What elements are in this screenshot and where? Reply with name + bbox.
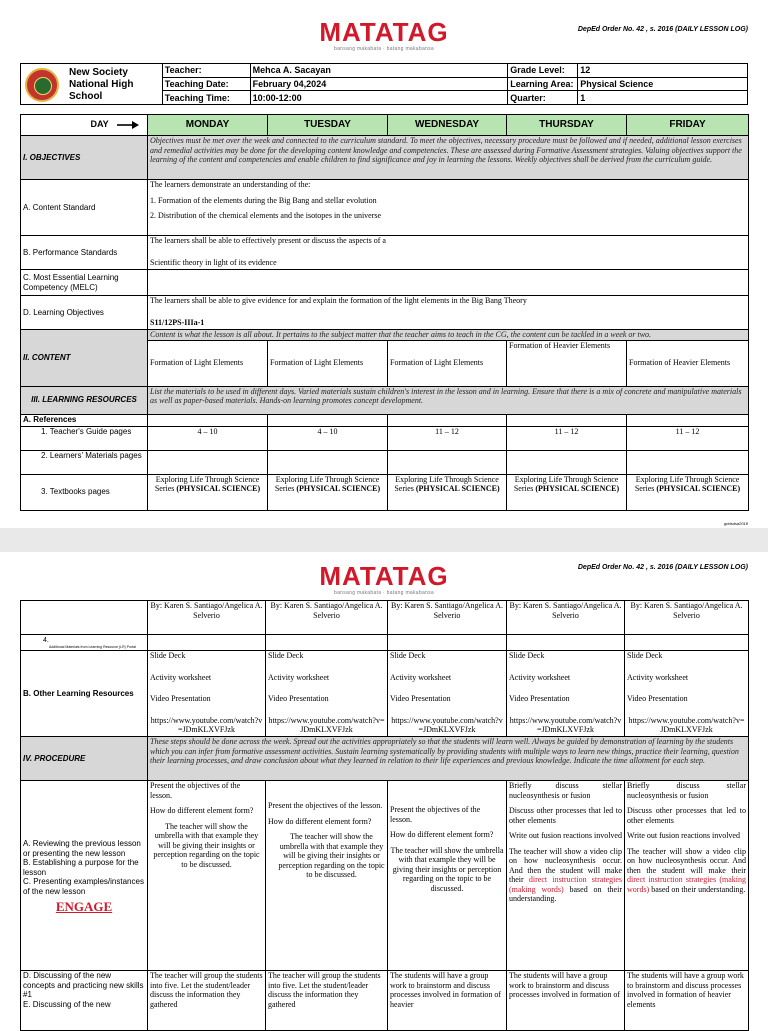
discuss-label-cell (21, 971, 148, 1031)
author-tue: By: Karen S. Santiago/Angelica A. Selverio (266, 601, 388, 635)
day-label-cell (21, 115, 148, 136)
school-cell (21, 64, 163, 105)
other-res-tue: Slide Deck Activity worksheet Video Presentation https://www.youtube.com/watch?v=JDmKLXVFJzk (266, 651, 388, 737)
author-fri: By: Karen S. Santiago/Angelica A. Selverio (625, 601, 749, 635)
objectives-title: I. OBJECTIVES (21, 136, 148, 180)
lr-portal-label: Additional Materials from Learning Resource (LR) Portal (49, 645, 136, 649)
engage-step-c: C. Presenting examples/instances of the new lesson (23, 877, 144, 896)
melc-label: C. Most Essential Learning Competency (MELC) (21, 270, 148, 296)
resources-title: III. LEARNING RESOURCES (21, 386, 148, 414)
lesson-log-page-2 (0, 552, 768, 1024)
learning-objectives-cell (148, 296, 749, 330)
engage-tue: Present the objectives of the lesson. How do different element form? The teacher will show the umbrella with that example they will be giving their insights or perception regarding on the topic to be discussed. (266, 781, 388, 971)
day-wednesday: WEDNESDAY (388, 115, 507, 136)
school-name: New Society National High School (69, 67, 134, 102)
engage-label-cell (21, 781, 148, 971)
engage-thu: Briefly discuss stellar nucleosynthesis or fusion Discuss other processes that led to other elements Write out fusion reactions involved The teacher will show a video clip on how nucleosynthesis occur. And then the student will make their direct instruction strategies (making words) based on their understanding. (507, 781, 625, 971)
other-resources-label: B. Other Learning Resources (21, 651, 148, 737)
engage-wed: Present the objectives of the lesson. How do different element form? The teacher will show the umbrella with that example they will be giving their insights or perception regarding on the topic to be discussed. (388, 781, 507, 971)
content-standard-line: 1. Formation of the elements during the Big Bang and stellar evolution (150, 195, 377, 205)
logo-word: MATATAG (319, 17, 449, 47)
content-standard-line: The learners demonstrate an understanding of the: (150, 180, 311, 189)
content-cell-wed: Formation of Light Elements (388, 340, 507, 386)
grade-value: 12 (578, 64, 748, 78)
logo-tagline: bansang makabata · batang makabansa (333, 590, 434, 596)
other-res-mon: Slide Deck Activity worksheet Video Presentation https://www.youtube.com/watch?v=JDmKLXVFJzk (148, 651, 266, 737)
content-cell-fri: Formation of Heavier Elements (627, 340, 749, 386)
author-wed: By: Karen S. Santiago/Angelica A. Selverio (388, 601, 507, 635)
day-monday: MONDAY (148, 115, 268, 136)
header-table (20, 63, 748, 105)
quarter-label: Quarter: (508, 91, 578, 105)
other-res-wed: Slide Deck Activity worksheet Video Presentation https://www.youtube.com/watch?v=JDmKLXVFJzk (388, 651, 507, 737)
author-thu: By: Karen S. Santiago/Angelica A. Selverio (507, 601, 625, 635)
performance-line: The learners shall be able to effectively present or discuss the aspects of a (150, 236, 386, 245)
deped-order-ref: DepEd Order No. 42 , s. 2016 (DAILY LESSON LOG) (577, 564, 748, 571)
area-label: Learning Area: (508, 77, 578, 91)
engage-mon: Present the objectives of the lesson. How do different element form? The teacher will show the umbrella with that example they will be giving their insights or perception regarding on the topic to be discussed. (148, 781, 266, 971)
time-value: 10:00-12:00 (250, 91, 508, 105)
date-value: February 04,2024 (250, 77, 508, 91)
references-label: A. References (21, 414, 148, 426)
day-friday: FRIDAY (627, 115, 749, 136)
tb-fri: Exploring Life Through Science Series (PHYSICAL SCIENCE) (627, 474, 749, 510)
discuss-step-e: E. Discussing of the new (23, 999, 111, 1009)
procedure-table (20, 600, 749, 1031)
learning-objectives-text: The learners shall be able to give evidence for and explain the formation of the light elements in the Big Bang Theory (150, 296, 527, 305)
arrow-right-icon (117, 121, 139, 129)
day-thursday: THURSDAY (507, 115, 627, 136)
quarter-value: 1 (578, 91, 748, 105)
tg-tue: 4 – 10 (268, 426, 388, 450)
area-value: Physical Science (578, 77, 748, 91)
engage-step-b: B. Establishing a purpose for the lesson (23, 858, 139, 877)
content-cell-thu: Formation of Heavier Elements (507, 340, 627, 386)
logo-word: MATATAG (319, 561, 449, 591)
procedure-title: IV. PROCEDURE (21, 737, 148, 781)
learning-objectives-label: D. Learning Objectives (21, 296, 148, 330)
tb-mon: Exploring Life Through Science Series (PHYSICAL SCIENCE) (148, 474, 268, 510)
learning-objectives-code: S11/12PS-IIIa-1 (150, 317, 205, 327)
other-res-fri: Slide Deck Activity worksheet Video Presentation https://www.youtube.com/watch?v=JDmKLXVFJzk (625, 651, 749, 737)
matatag-logo (0, 18, 768, 52)
grade-label: Grade Level: (508, 64, 578, 78)
tg-thu: 11 – 12 (507, 426, 627, 450)
objectives-note: Objectives must be met over the week and connected to the curriculum standard. To meet the objectives, necessary procedure must be followed and if needed, additional lesson exercises and remedial activities may be done for the developing content knowledge and competencies. These are assessed during Formative Assessment strategies. Valuing objectives support the learning of the content and competencies and enable children to find significance and joy in learning the lessons. Weekly objectives shall be derived from the curriculum guide. (148, 136, 749, 180)
discuss-thu: The students will have a group work to brainstorm and discuss processes involved in formation of (507, 971, 625, 1031)
resources-note: List the materials to be used in different days. Varied materials sustain children's interest in the lesson and in learning. Ensure that there is a mix of concrete and manipulative materials as well as paper-based materials. Hands-on learning promotes concept development. (148, 386, 749, 414)
content-standard-label: A. Content Standard (21, 180, 148, 236)
page-separator (0, 528, 768, 554)
discuss-wed: The students will have a group work to brainstorm and discuss processes involved in formation of heavier (388, 971, 507, 1031)
lr-portal-cell: 4. Additional Materials from Learning Resource (LR) Portal (21, 635, 148, 651)
performance-cell (148, 236, 749, 270)
teacher-label: Teacher: (162, 64, 250, 78)
engage-fri: Briefly discuss stellar nucleosynthesis or fusion Discuss other processes that led to other elements Write out fusion reactions involved The teacher will show a video clip on how nucleosynthesis occur. And then the student will make their direct instruction strategies (making words) based on their understanding. (625, 781, 749, 971)
teachers-guide-label: 1. Teacher's Guide pages (21, 426, 148, 450)
day-label: DAY (90, 119, 109, 130)
tg-wed: 11 – 12 (388, 426, 507, 450)
content-cell-tue: Formation of Light Elements (268, 340, 388, 386)
performance-line: Scientific theory in light of its evidence (150, 257, 277, 267)
tg-fri: 11 – 12 (627, 426, 749, 450)
page-footer-note: gridsdsd2018 (723, 521, 748, 526)
procedure-note: These steps should be done across the week. Spread out the activities appropriately so that the students will learn well. Always be guided by demonstration of learning by the students which you can infer from formative assessment activities. Sustain learning systematically by providing students with multiple ways to learn new things, practice their learning, question their learning processes, and draw conclusion about what they learned in relation to their life experiences and previous knowledge. Indicate the time allotment for each step. (148, 737, 749, 781)
tb-tue: Exploring Life Through Science Series (PHYSICAL SCIENCE) (268, 474, 388, 510)
tb-thu: Exploring Life Through Science Series (PHYSICAL SCIENCE) (507, 474, 627, 510)
content-cell-mon: Formation of Light Elements (148, 340, 268, 386)
day-tuesday: TUESDAY (268, 115, 388, 136)
objectives-table (20, 114, 749, 511)
performance-label: B. Performance Standards (21, 236, 148, 270)
discuss-step-d: D. Discussing of the new concepts and practicing new skills #1 (23, 971, 144, 999)
other-res-thu: Slide Deck Activity worksheet Video Presentation https://www.youtube.com/watch?v=JDmKLXVFJzk (507, 651, 625, 737)
melc-cell (148, 270, 749, 296)
content-standard-cell (148, 180, 749, 236)
tb-wed: Exploring Life Through Science Series (PHYSICAL SCIENCE) (388, 474, 507, 510)
logo-tagline: bansang makabata · batang makabansa (333, 46, 434, 52)
date-label: Teaching Date: (162, 77, 250, 91)
textbooks-label: 3. Textbooks pages (21, 474, 148, 510)
discuss-tue: The teacher will group the students into five. Let the student/leader discuss the information they gathered (266, 971, 388, 1031)
engage-heading: ENGAGE (55, 899, 113, 915)
engage-step-a: A. Reviewing the previous lesson or presenting the new lesson (23, 839, 141, 858)
time-label: Teaching Time: (162, 91, 250, 105)
teacher-value: Mehca A. Sacayan (250, 64, 508, 78)
content-note: Content is what the lesson is all about. It pertains to the subject matter that the teacher aims to teach in the CG, the content can be tackled in a week or two. (148, 330, 749, 341)
deped-order-ref: DepEd Order No. 42 , s. 2016 (DAILY LESSON LOG) (577, 26, 748, 33)
learners-materials-label: 2. Learners' Materials pages (21, 450, 148, 474)
author-mon: By: Karen S. Santiago/Angelica A. Selverio (148, 601, 266, 635)
discuss-mon: The teacher will group the students into five. Let the student/leader discuss the information they gathered (148, 971, 266, 1031)
tg-mon: 4 – 10 (148, 426, 268, 450)
content-standard-line: 2. Distribution of the chemical elements and the isotopes in the universe (150, 211, 382, 220)
discuss-fri: The students will have a group work to brainstorm and discuss processes involved in formation of heavier elements (625, 971, 749, 1031)
content-title: II. CONTENT (21, 330, 148, 387)
school-seal-icon (25, 68, 59, 102)
